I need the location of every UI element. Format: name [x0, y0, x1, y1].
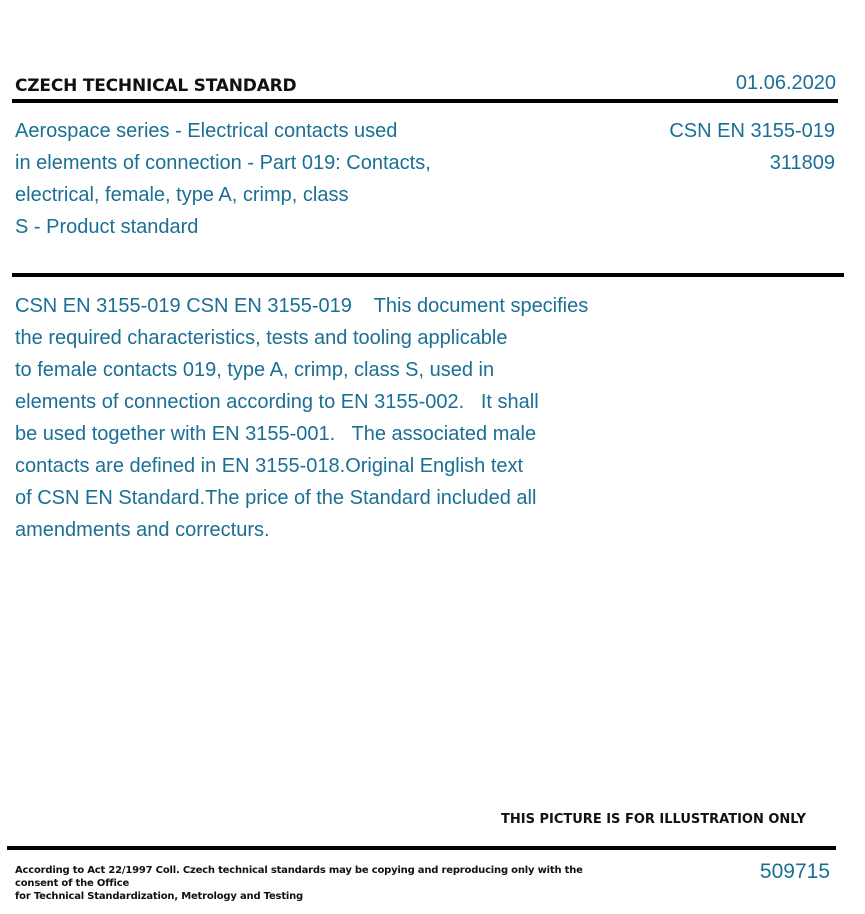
copyright-note-line: for Technical Standardization, Metrology and Testing — [15, 891, 303, 902]
standard-title — [15, 115, 515, 243]
illustration-disclaimer: THIS PICTURE IS FOR ILLUSTRATION ONLY — [501, 812, 806, 827]
description-line: to female contacts 019, type A, crimp, class S, used in — [15, 359, 495, 381]
title-line: Aerospace series - Electrical contacts used — [15, 120, 398, 142]
title-line: S - Product standard — [15, 216, 199, 238]
document-id: 509715 — [759, 860, 830, 883]
classification-code: 311809 — [769, 152, 835, 174]
description-line: amendments and correcturs. — [15, 519, 270, 541]
publication-date: 01.06.2020 — [735, 72, 836, 94]
description-line: of CSN EN Standard.The price of the Standard included all — [15, 487, 537, 509]
description-line: contacts are defined in EN 3155-018.Original English text — [15, 455, 524, 477]
standard-number: CSN EN 3155-019 — [669, 120, 835, 142]
document-type-label: CZECH TECHNICAL STANDARD — [15, 76, 297, 96]
footer-divider — [7, 846, 836, 850]
copyright-note-line: According to Act 22/1997 Coll. Czech technical standards may be copying and reproducing only with the consent of the Office — [15, 865, 583, 889]
description-text — [15, 290, 645, 546]
copyright-note — [15, 864, 595, 903]
header-divider — [12, 99, 838, 103]
description-line: be used together with EN 3155-001. The associated male — [15, 423, 537, 445]
description-line: the required characteristics, tests and tooling applicable — [15, 327, 508, 349]
standard-codes — [669, 115, 835, 179]
description-line: elements of connection according to EN 3155-002. It shall — [15, 391, 539, 413]
description-line: CSN EN 3155-019 CSN EN 3155-019 This document specifies — [15, 295, 589, 317]
title-line: in elements of connection - Part 019: Contacts, — [15, 152, 431, 174]
title-divider — [12, 273, 844, 277]
title-line: electrical, female, type A, crimp, class — [15, 184, 349, 206]
